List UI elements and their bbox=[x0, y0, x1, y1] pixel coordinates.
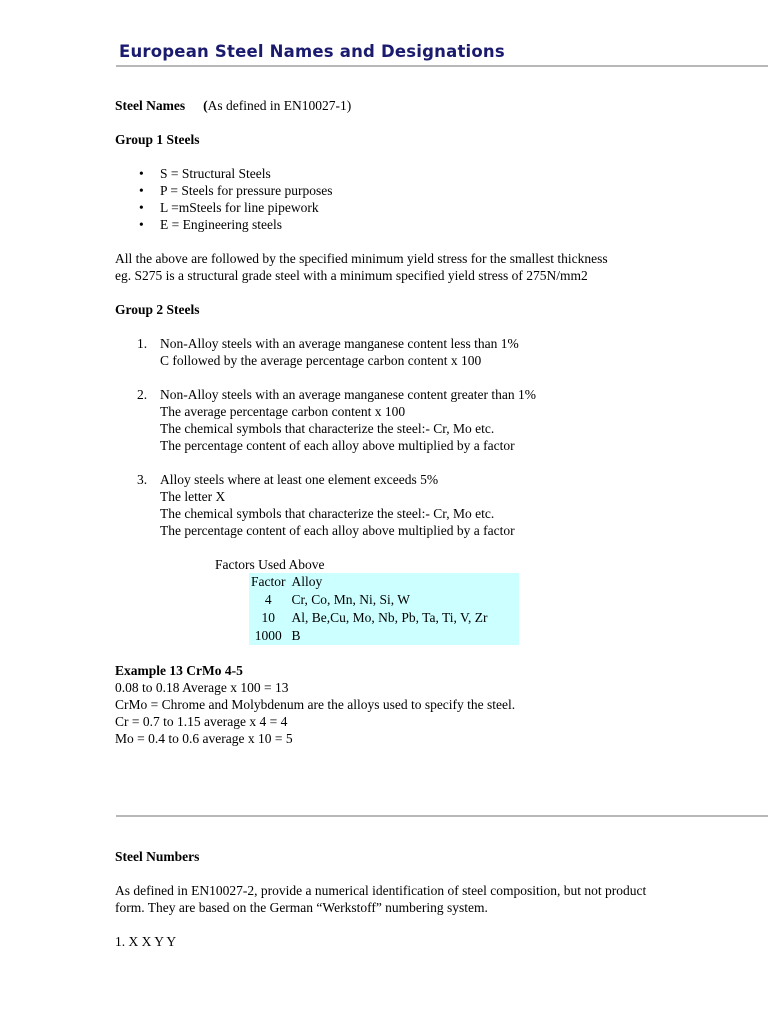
list-line: Alloy steels where at least one element exceeds 5% bbox=[160, 472, 439, 487]
list-item: • E = Engineering steels bbox=[115, 216, 675, 233]
list-item bbox=[115, 335, 675, 369]
table-cell: 1000 bbox=[254, 628, 282, 643]
factors-caption: Factors Used Above bbox=[215, 557, 325, 572]
group1-note-line2: eg. S275 is a structural grade steel with a minimum specified yield stress of 275N/mm2 bbox=[115, 268, 588, 283]
list-number: 2. bbox=[137, 387, 148, 402]
table-cell: Al, Be,Cu, Mo, Nb, Pb, Ta, Ti, V, Zr bbox=[291, 610, 488, 625]
list-line: C followed by the average percentage carbon content x 100 bbox=[160, 353, 482, 368]
table-row bbox=[249, 609, 519, 627]
list-line: The percentage content of each alloy above multiplied by a factor bbox=[160, 523, 515, 538]
list-line: The letter X bbox=[160, 489, 226, 504]
group1-note-line1: All the above are followed by the specified minimum yield stress for the smallest thickness bbox=[115, 251, 608, 266]
list-number: 1. bbox=[137, 336, 148, 351]
list-item: • L =mSteels for line pipework bbox=[115, 199, 675, 216]
steel-names-heading: Steel Names bbox=[115, 98, 186, 113]
group2-heading: Group 2 Steels bbox=[115, 302, 200, 317]
document-body bbox=[115, 97, 675, 747]
list-number: 3. bbox=[137, 472, 148, 487]
table-header: Factor bbox=[251, 574, 286, 589]
list-line: Non-Alloy steels with an average manganese content less than 1% bbox=[160, 336, 519, 351]
list-item bbox=[115, 471, 675, 539]
group2-list bbox=[115, 335, 675, 369]
steel-names-defined-in: As defined in EN10027-1) bbox=[207, 98, 352, 113]
list-item bbox=[115, 386, 675, 454]
group2-list bbox=[115, 471, 675, 539]
group1-list bbox=[115, 165, 675, 233]
group2-list bbox=[115, 386, 675, 454]
table-cell: B bbox=[291, 628, 301, 643]
table-cell: Cr, Co, Mn, Ni, Si, W bbox=[291, 592, 410, 607]
steel-numbers-format: 1. X X Y Y bbox=[115, 934, 177, 949]
example-line: 0.08 to 0.18 Average x 100 = 13 bbox=[115, 680, 289, 695]
steel-numbers-text: As defined in EN10027-2, provide a numerical identification of steel composition, but not product form. They are based on the German “Werkstoff” numbering system. bbox=[115, 883, 647, 915]
example-line: Cr = 0.7 to 1.15 average x 4 = 4 bbox=[115, 714, 288, 729]
page-title: European Steel Names and Designations bbox=[119, 42, 505, 61]
list-line: Non-Alloy steels with an average manganese content greater than 1% bbox=[160, 387, 536, 402]
steel-names-paren: ( bbox=[203, 98, 208, 113]
list-line: The average percentage carbon content x 100 bbox=[160, 404, 406, 419]
list-item: • P = Steels for pressure purposes bbox=[115, 182, 675, 199]
table-header: Alloy bbox=[291, 574, 323, 589]
title-divider bbox=[116, 65, 768, 67]
steel-numbers-heading: Steel Numbers bbox=[115, 849, 200, 864]
steel-numbers-section bbox=[115, 848, 675, 950]
table-row bbox=[249, 591, 519, 609]
table-cell: 4 bbox=[264, 592, 272, 607]
list-line: The chemical symbols that characterize the steel:- Cr, Mo etc. bbox=[160, 506, 495, 521]
example-heading: Example 13 CrMo 4-5 bbox=[115, 663, 243, 678]
factors-table bbox=[249, 573, 519, 645]
table-header-row bbox=[249, 573, 519, 591]
list-item: • S = Structural Steels bbox=[115, 165, 675, 182]
list-line: The chemical symbols that characterize the steel:- Cr, Mo etc. bbox=[160, 421, 495, 436]
group1-heading: Group 1 Steels bbox=[115, 132, 200, 147]
table-row bbox=[249, 627, 519, 645]
table-cell: 10 bbox=[261, 610, 275, 625]
example-line: Mo = 0.4 to 0.6 average x 10 = 5 bbox=[115, 731, 293, 746]
list-line: The percentage content of each alloy above multiplied by a factor bbox=[160, 438, 515, 453]
section-divider bbox=[116, 815, 768, 817]
steel-names-line bbox=[115, 97, 675, 114]
example-line: CrMo = Chrome and Molybdenum are the alloys used to specify the steel. bbox=[115, 697, 516, 712]
